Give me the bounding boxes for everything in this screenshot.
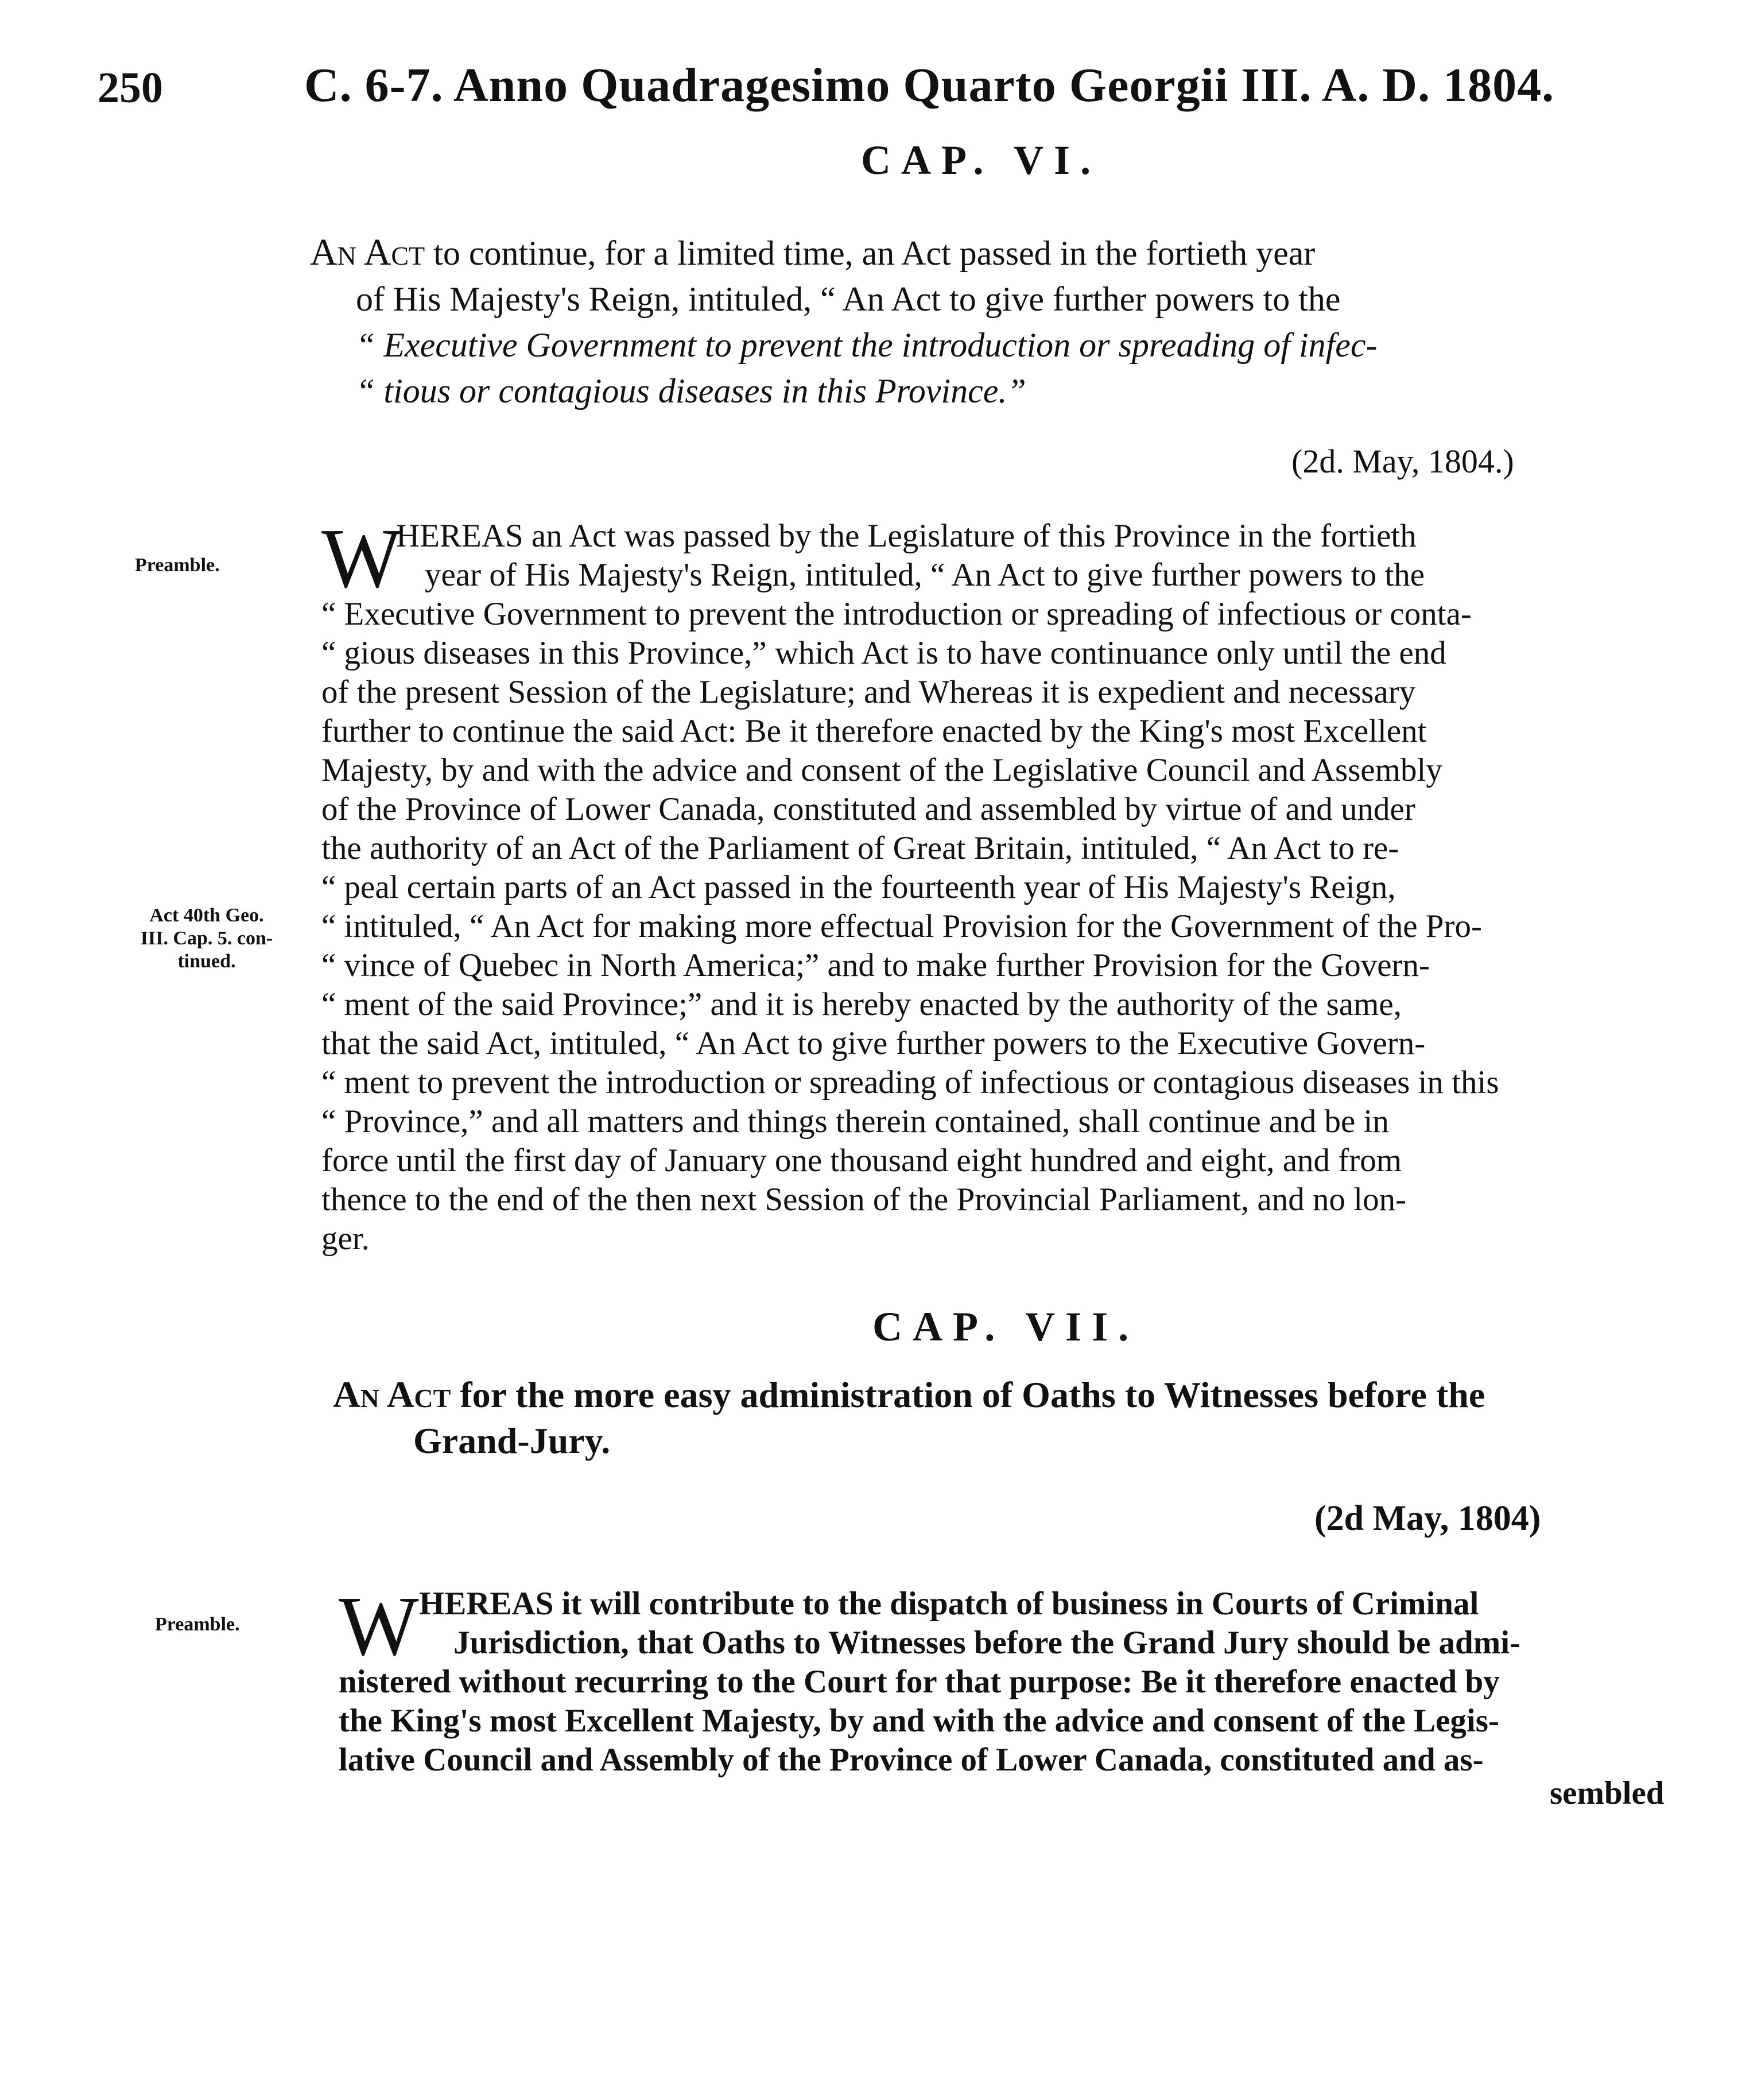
- text-line: “ Executive Government to prevent the introduction or spreading of infectious or conta-: [321, 596, 1472, 632]
- section-text-6: [321, 512, 1665, 1258]
- act-title-line: to continue, for a limited time, an Act passed in the fortieth year: [425, 234, 1316, 272]
- text-line: the King's most Excellent Majesty, by and with the advice and consent of the Legis-: [339, 1703, 1499, 1739]
- text-line: “ peal certain parts of an Act passed in the fourteenth year of His Majesty's Reign,: [321, 869, 1396, 905]
- text-line: further to continue the said Act: Be it therefore enacted by the King's most Excellent: [321, 713, 1427, 749]
- text-line: the authority of an Act of the Parliament of Great Britain, intituled, “ An Act to re-: [321, 830, 1399, 866]
- page-number: 250: [98, 64, 163, 112]
- act-title-7: [333, 1372, 1676, 1464]
- act-date-6: (2d. May, 1804.): [1291, 443, 1514, 480]
- text-line: Majesty, by and with the advice and consent of the Legislative Council and Assembly: [321, 752, 1442, 788]
- text-line: HEREAS it will contribute to the dispatch of business in Courts of Criminal: [419, 1586, 1479, 1622]
- chapter-heading-6: CAP. VI.: [861, 137, 1101, 183]
- act-title-line: “ Executive Government to prevent the introduction or spreading of infec-: [356, 326, 1378, 364]
- text-line: nistered without recurring to the Court for that purpose: Be it therefore enacted by: [339, 1664, 1500, 1700]
- text-line: “ ment of the said Province;” and it is hereby enacted by the authority of the same,: [321, 986, 1402, 1022]
- text-line: HEREAS an Act was passed by the Legislature of this Province in the fortieth: [396, 518, 1417, 554]
- text-line: “ ment to prevent the introduction or spreading of infectious or contagious diseases in this: [321, 1064, 1499, 1101]
- text-line: “ intituled, “ An Act for making more effectual Provision for the Government of the Pro-: [321, 908, 1482, 944]
- margin-note-preamble: Preamble.: [155, 1614, 240, 1635]
- text-line: ger.: [321, 1221, 370, 1257]
- act-title-prefix: An Act: [333, 1374, 451, 1416]
- catchword: sembled: [1550, 1775, 1665, 1811]
- text-line: that the said Act, intituled, “ An Act to give further powers to the Executive Govern-: [321, 1025, 1426, 1061]
- running-head: C. 6-7. Anno Quadragesimo Quarto Georgii III. A. D. 1804.: [304, 59, 1555, 112]
- act-title-6: [310, 230, 1665, 414]
- act-title-line: for the more easy administration of Oaths to Witnesses before the: [451, 1374, 1485, 1415]
- act-title-line: of His Majesty's Reign, intituled, “ An Act to give further powers to the: [356, 280, 1341, 318]
- text-line: thence to the end of the then next Session of the Provincial Parliament, and no lon-: [321, 1181, 1407, 1218]
- text-line: “ vince of Quebec in North America;” and to make further Provision for the Govern-: [321, 947, 1430, 983]
- text-line: “ gious diseases in this Province,” which Act is to have continuance only until the end: [321, 635, 1446, 671]
- act-title-line: “ tious or contagious diseases in this Province.”: [356, 372, 1026, 410]
- text-line: “ Province,” and all matters and things therein contained, shall continue and be in: [321, 1103, 1389, 1140]
- act-title-line: Grand-Jury.: [413, 1420, 611, 1461]
- text-line: lative Council and Assembly of the Province of Lower Canada, constituted and as-: [339, 1742, 1484, 1778]
- text-line: of the present Session of the Legislature; and Whereas it is expedient and necessary: [321, 674, 1416, 710]
- section-text-7: [339, 1579, 1682, 1780]
- text-line: year of His Majesty's Reign, intituled, “ An Act to give further powers to the: [425, 557, 1425, 593]
- act-title-prefix: An Act: [310, 231, 425, 273]
- text-line: Jurisdiction, that Oaths to Witnesses before the Grand Jury should be admi-: [453, 1625, 1521, 1661]
- margin-note-continued: Act 40th Geo. III. Cap. 5. con- tinued.: [140, 905, 273, 972]
- chapter-heading-7: CAP. VII.: [872, 1304, 1139, 1350]
- drop-cap: W: [339, 1579, 419, 1673]
- text-line: force until the first day of January one thousand eight hundred and eight, and from: [321, 1142, 1402, 1179]
- text-line: of the Province of Lower Canada, constituted and assembled by virtue of and under: [321, 791, 1415, 827]
- margin-note-preamble: Preamble.: [135, 555, 220, 576]
- act-date-7: (2d May, 1804): [1314, 1499, 1541, 1538]
- drop-cap: W: [321, 512, 402, 606]
